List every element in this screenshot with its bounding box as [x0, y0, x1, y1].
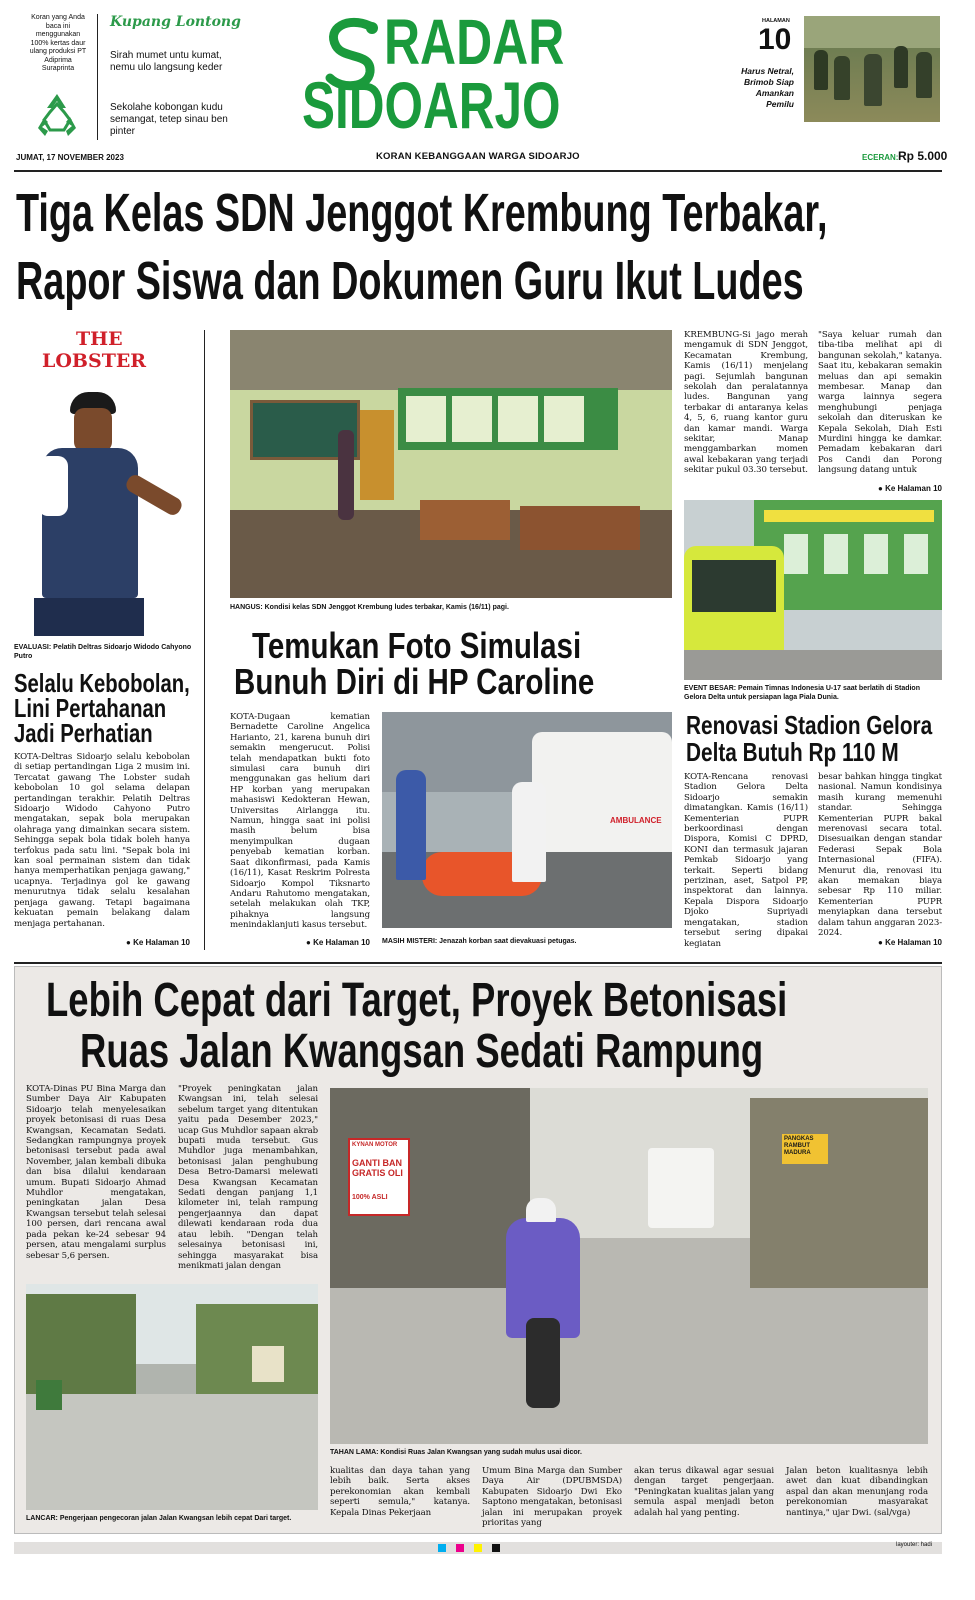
kupang-lontong-title: Kupang Lontong — [110, 14, 241, 30]
street-photo-small[interactable] — [26, 1284, 318, 1510]
road-body-col3: kualitas dan daya tahan yang lebih baik. Serta akses perekonomian akan kembali seperti semula," katanya. Kepala Dinas Pekerjaan — [330, 1466, 470, 1518]
caroline-headline-2[interactable]: Bunuh Diri di HP Caroline — [234, 661, 595, 702]
ambulance-label: AMBULANCE — [610, 816, 662, 825]
caroline-body: KOTA-Dugaan kematian Bernadette Caroline Angelica Harianto, 21, karena bunuh diri semakin mengerucut. Polisi telah mendapatkan bukti foto simulasi cara bunuh diri menggunakan gas helium dari HP korban yang merupakan mahasiswi Kedokteran Hewan, Universitas Airlangga itu. Namun, hingga saat ini polisi masih belum bisa menyimpulkan dugaan penyebab kematian korban. Saat dikonfirmasi, pada Kamis (16/11), Kasat Reskrim Polresta Sidoarjo Kompol Tiksnarto Andaru Rahutomo mengatakan, setelah melakukan olah TKP, pihaknya langsung menindaklanjuti kasus tersebut. — [230, 712, 370, 931]
caroline-headline-1[interactable]: Temukan Foto Simulasi — [252, 625, 582, 666]
classroom-caption: HANGUS: Kondisi kelas SDN Jenggot Krembung ludes terbakar, Kamis (16/11) pagi. — [230, 604, 509, 611]
road-body-col6: Jalan beton kualitasnya lebih awet dan kuat dibandingkan aspal dan akan menunjang roda perekonomian masyarakat nantinya," ujar Dwi. (sal/vga) — [786, 1466, 928, 1518]
road-headline-2[interactable]: Ruas Jalan Kwangsan Sedati Rampung — [80, 1025, 764, 1078]
kupang-text-2: Sekolahe kobongan kudu semangat, tetep sinau ben pinter — [110, 102, 228, 137]
shop-sign-4: PANGKAS RAMBUT MADURA — [784, 1136, 814, 1156]
road-body-col1: KOTA-Dinas PU Bina Marga dan Sumber Daya Air Kabupaten Sidoarjo telah menyelesaikan proyek betonisasi di ruas Desa Kwangsan, Kecamatan Sedati. Sedangkan rampungnya proyek betonisasi tersebut pada awal November, jalan kembali dibuka dan bisa dilalui kendaraan umum. Bupati Sidoarjo Ahmad Muhdlor mengatakan, peningkatan jalan Desa Kwangsan tersebut telah selesai 100 persen, dari rencana awal pada pekan ke-24 sebesar 94 persen, atau mengalami surplus sebesar 5,6 persen. — [26, 1084, 166, 1261]
coach-caption: EVALUASI: Pelatih Deltras Sidoarjo Widodo Cahyono Putro — [14, 644, 192, 660]
street-small-caption: LANCAR: Pengerjaan pengecoran jalan Jalan Kwangsan lebih cepat Dari target. — [26, 1515, 292, 1522]
lobster-more-link[interactable]: ● Ke Halaman 10 — [126, 938, 190, 947]
road-body-col5: akan terus dikawal agar sesuai dengan target pengerjaan. "Peningkatan kualitas jalan yang semula aspal menjadi beton adalah hal yang penting. — [634, 1466, 774, 1518]
lead-body-col1: KREMBUNG-Si jago merah mengamuk di SDN Jenggot, Kecamatan Krembung, Kamis (16/11) menjelang pagi. Sejumlah bangunan sekolah dan peralatannya ludes. Bangunan yang terbakar di antaranya kelas 4, 5, 6, ruang kantor guru dan kamar mandi. Warga sekitar, Manap menggambarkan momen awal kebakaran yang terjadi sekitar pukul 03.30 tersebut. — [684, 330, 808, 476]
lead-body-col2: "Saya keluar rumah dan tiba-tiba melihat api di bangunan sekolah," katanya. Saat itu, kebakaran semakin meluas dan api semakin membesar. Manap dan warga lainnya segera menghubungi penjaga sekolah dan diteruskan ke Kepala Sekolah, Diah Esti Murdini hingga ke damkar. Pemadam kebakaran dari Pos Candi dan Porong langsung datang untuk — [818, 330, 942, 476]
stadium-caption: EVENT BESAR: Pemain Timnas Indonesia U-17 saat berlatih di Stadion Gelora Delta untuk persiapan laga Piala Dunia. — [684, 685, 920, 701]
price-label: ECERAN: — [862, 153, 899, 162]
recycle-note: Koran yang Anda baca ini menggunakan 100% kertas daur ulang produksi PT Adiprima Suraprinta — [29, 14, 87, 72]
stadium-more-link[interactable]: ● Ke Halaman 10 — [878, 938, 942, 947]
price: Rp 5.000 — [898, 149, 948, 163]
promo-page-number: 10 — [758, 23, 792, 56]
evacuation-photo[interactable] — [382, 712, 672, 928]
shop-sign-3: 100% ASLI — [352, 1194, 388, 1201]
logo-sidoarjo: SIDOARJO — [302, 68, 561, 142]
lead-headline-1[interactable]: Tiga Kelas SDN Jenggot Krembung Terbakar, — [16, 183, 828, 243]
stadium-headline-1[interactable]: Renovasi Stadion Gelora — [686, 710, 933, 740]
stadium-photo[interactable] — [684, 500, 942, 680]
caroline-more-link[interactable]: ● Ke Halaman 10 — [306, 938, 370, 947]
edition-date: JUMAT, 17 NOVEMBER 2023 — [16, 153, 124, 162]
lobster-title-1: THE — [76, 328, 123, 350]
promo-text[interactable]: Harus Netral, Brimob Siap Amankan Pemilu — [741, 66, 794, 109]
street-photo-big[interactable] — [330, 1088, 928, 1444]
lobster-body: KOTA-Deltras Sidoarjo selalu kebobolan di setiap pertandingan Liga 2 musim ini. Tercatat gawang The Lobster sudah kebobolan 10 gol selama delapan pertandingan terakhir. Pelatih Deltras Sidoarjo Widodo Cahyono Putro mengatakan, sepak bola merupakan olahraga yang dimainkan secara sistem. Sehingga sepak bola tidak boleh hanya terfokus pada satu lini. "Sepak bola ini kan soal permainan sistem dan tidak hanya memperhatikan penjaga gawang," ucapnya. Terjadinya gol ke gawang menurutnya tidak selalu kesalahan penjaga gawang. Tetapi bagaimana kekuatan pemain belakang dalam menjaga pertahanan. — [14, 752, 190, 929]
promo-page-label: HALAMAN — [762, 18, 790, 24]
road-body-col4: Umum Bina Marga dan Sumber Daya Air (DPUBMSDA) Kabupaten Sidoarjo Dwi Eko Saptono mengatakan, betonisasi jalan ini merupakan proyek prioritas yang — [482, 1466, 622, 1529]
street-big-caption: TAHAN LAMA: Kondisi Ruas Jalan Kwangsan yang sudah mulus usai dicor. — [330, 1449, 582, 1456]
promo-photo[interactable] — [804, 16, 940, 122]
road-body-col2: "Proyek peningkatan jalan Kwangsan ini, telah selesai sebelum target yang ditentukan yaitu pada Desember 2023," ucap Gus Muhdlor sapaan akrab bupati muda tersebut. Gus Muhdlor juga menambahkan, betonisasi jalan penghubung Desa Betro-Damarsi melewati Desa Kwangsan Kecamatan Sedati dengan panjang 1,1 kilometer ini, telah rampung pengerjaannya dan dapat dilewati kendaraan roda dua atau lebih. "Dengan telah selesainya betonisasi ini, sehingga masyarakat bisa menikmati jalan dengan — [178, 1084, 318, 1271]
lead-headline-2[interactable]: Rapor Siswa dan Dokumen Guru Ikut Ludes — [16, 251, 804, 311]
shop-sign-2: GANTI BAN GRATIS OLI — [352, 1158, 403, 1178]
lobster-title-2: LOBSTER — [42, 350, 147, 372]
lead-more-link[interactable]: ● Ke Halaman 10 — [878, 484, 942, 493]
stadium-headline-2[interactable]: Delta Butuh Rp 110 M — [686, 737, 899, 767]
tagline: KORAN KEBANGGAAN WARGA SIDOARJO — [376, 151, 580, 162]
stadium-body-col1: KOTA-Rencana renovasi Stadion Gelora Delta Sidoarjo semakin dimatangkan. Kamis (16/11) Kementerian PUPR berkoordinasi dengan Dispora, Komisi C DPRD, KONI dan termasuk jajaran Pemkab Sidoarjo yang terkait. Seperti bidang perizinan, aset, Satpol PP, inspektorat dan lainnya. Kepala Dispora Sidoarjo Djoko Supriyadi mengatakan, stadion tersebut sering dipakai kegiatan — [684, 772, 808, 949]
lobster-headline-3[interactable]: Jadi Perhatian — [14, 718, 153, 748]
shop-sign-1: KYNAN MOTOR — [352, 1142, 398, 1148]
layouter-credit: layouter: hadi — [896, 1542, 933, 1548]
road-headline-1[interactable]: Lebih Cepat dari Target, Proyek Betonisasi — [46, 974, 788, 1027]
color-registration-bar — [14, 1542, 942, 1554]
logo-radar: RADAR — [384, 6, 565, 78]
recycle-icon — [30, 90, 84, 140]
evacuation-caption: MASIH MISTERI: Jenazah korban saat dievakuasi petugas. — [382, 938, 577, 945]
coach-photo[interactable] — [14, 386, 190, 636]
classroom-photo[interactable] — [230, 330, 672, 598]
kupang-text-1: Sirah mumet untu kumat, nemu ulo langsung keder — [110, 50, 223, 73]
lobster-headline-2[interactable]: Lini Pertahanan — [14, 693, 167, 723]
lobster-headline-1[interactable]: Selalu Kebobolan, — [14, 668, 190, 698]
stadium-body-col2: besar bahkan hingga tingkat nasional. Namun kondisinya masih kurang memenuhi standar. Sehingga Kementerian PUPR bakal merenovasi secara total. Disesuaikan dengan standar Federasi Sepak Bola Internasional (FIFA). Menurut dia, renovasi itu akan memakan biaya sebesar Rp 110 miliar. Kementerian PUPR menyiapkan dana tersebut dalam tahun anggaran 2023-2024. — [818, 772, 942, 939]
